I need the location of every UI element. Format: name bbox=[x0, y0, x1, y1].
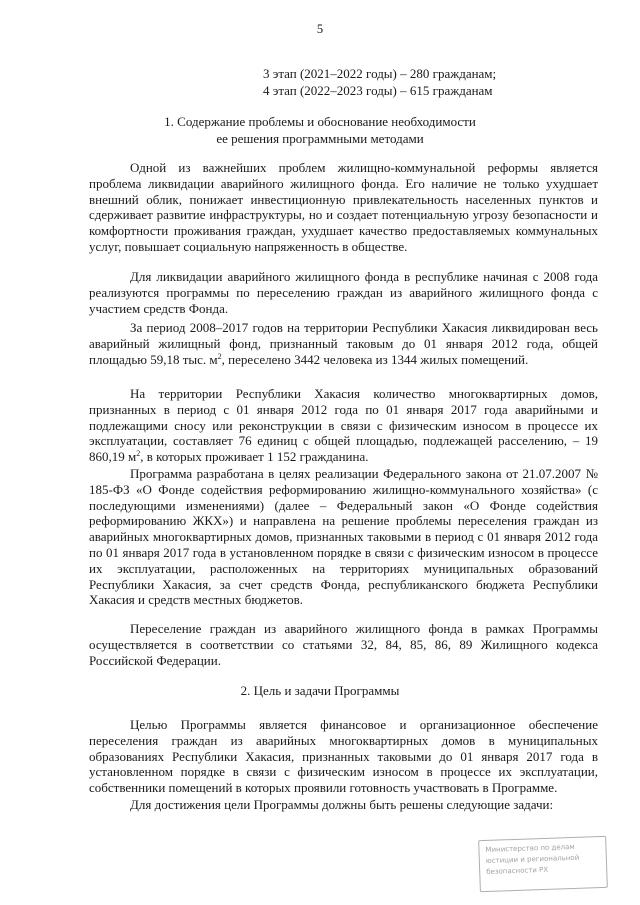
stage-3: 3 этап (2021–2022 годы) – 280 гражданам; bbox=[263, 66, 497, 81]
stamp-line: юстиции и региональной bbox=[485, 853, 580, 865]
paragraph-federal-law: Программа разработана в целях реализации Федерального закона от 21.07.2007 № 185-ФЗ «О Фонде содействия реформированию жилищно-коммунального хозяйства» (с последующими изменениями) (далее – Федеральный закон «О Фонде содействия реформированию ЖКХ») и направлена на решение проблемы переселения граждан из аварийных многоквартирных домов, признанных таковыми в период с 01 января 2012 года по 01 января 2017 года в установленном порядке в связи с физическим износом в процессе их эксплуатации, расположенных на территориях муниципальных образований Республики Хакасия, за счет средств Фонда, республиканского бюджета Республики Хакасия и средств местных бюджетов. bbox=[89, 466, 598, 608]
paragraph-programs-since-2008: Для ликвидации аварийного жилищного фонда в республике начиная с 2008 года реализуются программы по переселению граждан из аварийного жилищного фонда с участием средств Фонда. bbox=[89, 269, 598, 316]
stamp-line: Министерство по делам bbox=[485, 842, 575, 854]
section-1-heading bbox=[0, 114, 640, 147]
superscript: 2 bbox=[136, 449, 141, 459]
paragraph-text: На территории Республики Хакасия количество многоквартирных домов, признанных в период с 01 января 2012 года по 01 января 2017 года аварийными и подлежащими сносу или реконструкции в связи с физическим износом в процессе их эксплуатации, составляет 76 единиц с общей площадью, подлежащей расселению, – 19 860,19 м bbox=[89, 386, 598, 465]
paragraph-goal: Целью Программы является финансовое и организационное обеспечение переселения граждан из аварийных многоквартирных домов в муниципальных образованиях Республики Хакасия, признанных таковыми до 01 января 2017 года в установленном порядке в связи с физическим износом в процессе их эксплуатации, собственники помещений в которых проявили готовность участвовать в Программе. bbox=[89, 717, 598, 796]
paragraph-problem: Одной из важнейших проблем жилищно-коммунальной реформы является проблема ликвидации аварийного жилищного фонда. Его наличие не только ухудшает внешний облик, понижает инвестиционную привлекательность населенных пунктов и сдерживает развитие инфраструктуры, но и создает потенциальную угрозу безопасности и комфортности проживания граждан, ухудшает качество предоставляемых коммунальных услуг, повышает социальную напряженность в обществе. bbox=[89, 160, 598, 254]
registration-stamp bbox=[478, 836, 608, 892]
section-1-title-line-2: ее решения программными методами bbox=[216, 130, 424, 146]
paragraph-tasks-intro: Для достижения цели Программы должны быть решены следующие задачи: bbox=[130, 797, 554, 812]
superscript: 2 bbox=[217, 351, 222, 361]
paragraph-housing-code: Переселение граждан из аварийного жилищного фонда в рамках Программы осуществляется в соответствии со статьями 32, 84, 85, 86, 89 Жилищного кодекса Российской Федерации. bbox=[89, 621, 598, 668]
paragraph-2008-2017-results bbox=[89, 320, 598, 367]
stamp-line: безопасности РХ bbox=[486, 865, 549, 876]
paragraph-text: , переселено 3442 человека из 1344 жилых помещений. bbox=[221, 351, 529, 367]
paragraph-houses-count bbox=[89, 386, 598, 465]
page-number: 5 bbox=[316, 22, 324, 36]
paragraph-text: За период 2008–2017 годов на территории Республики Хакасия ликвидирован весь аварийный жилищный фонд, признанный таковым до 01 января 2012 года, общей площадью 59,18 тыс. м bbox=[89, 320, 598, 367]
stages-list bbox=[263, 65, 496, 99]
paragraph-text: , в которых проживает 1 152 гражданина. bbox=[140, 449, 369, 465]
section-1-title-line-1: 1. Содержание проблемы и обоснование необходимости bbox=[164, 114, 476, 129]
stage-4: 4 этап (2022–2023 годы) – 615 гражданам bbox=[263, 83, 493, 98]
section-2-heading: 2. Цель и задачи Программы bbox=[240, 683, 400, 698]
